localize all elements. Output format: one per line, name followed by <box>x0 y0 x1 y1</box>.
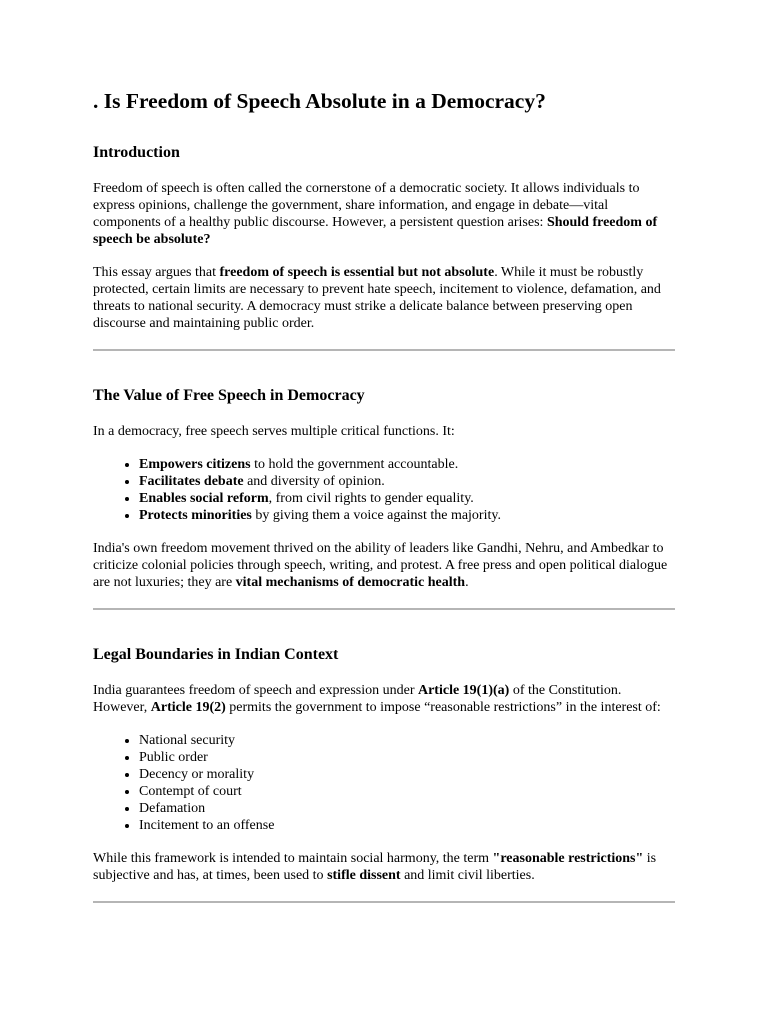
section-divider <box>93 608 675 610</box>
section-divider <box>93 349 675 351</box>
key-question: Should freedom of speech be absolute? <box>93 215 658 247</box>
legal-paragraph-1: India guarantees freedom of speech and expression under Article 19(1)(a) of the Constitution. However, Article 19(2) permits the government to impose “reasonable restrictions” in the interest of: <box>93 683 661 715</box>
list-item: • Contempt of court <box>139 783 675 800</box>
list-item: • Empowers citizens to hold the government accountable. <box>139 456 675 473</box>
section-heading-legal: Legal Boundaries in Indian Context <box>93 646 339 663</box>
list-item: • Facilitates debate and diversity of opinion. <box>139 473 675 490</box>
list-item: • National security <box>139 732 675 749</box>
list-item: • Decency or morality <box>139 766 675 783</box>
list-item: • Protects minorities by giving them a voice against the majority. <box>139 507 675 524</box>
document-title: . Is Freedom of Speech Absolute in a Democracy? <box>93 89 546 113</box>
section-heading-introduction: Introduction <box>93 144 180 161</box>
intro-paragraph-1: Freedom of speech is often called the cornerstone of a democratic society. It allows individuals to express opinions, challenge the government, share information, and engage in debate—vital components of a healthy public discourse. However, a persistent question arises: Should freedom of speech be absolute? <box>93 181 658 247</box>
list-item: • Public order <box>139 749 675 766</box>
section-heading-value: The Value of Free Speech in Democracy <box>93 387 365 404</box>
value-lead-paragraph: In a democracy, free speech serves multiple critical functions. It: <box>93 424 455 439</box>
list-item: • Defamation <box>139 800 675 817</box>
section-divider <box>93 901 675 903</box>
list-item: • Incitement to an offense <box>139 817 675 834</box>
document-body <box>93 86 675 937</box>
list-item: • Enables social reform, from civil rights to gender equality. <box>139 490 675 507</box>
intro-paragraph-2: This essay argues that freedom of speech is essential but not absolute. While it must be robustly protected, certain limits are necessary to prevent hate speech, incitement to violence, defamation, and threats to national security. A democracy must strike a delicate balance between preserving open discourse and maintaining public order. <box>93 265 661 331</box>
legal-closing-paragraph: While this framework is intended to maintain social harmony, the term "reasonable restrictions" is subjective and has, at times, been used to stifle dissent and limit civil liberties. <box>93 851 657 883</box>
value-list <box>93 456 675 524</box>
restrictions-list <box>93 732 675 834</box>
value-closing-paragraph: India's own freedom movement thrived on the ability of leaders like Gandhi, Nehru, and Ambedkar to criticize colonial policies through speech, writing, and protest. A free press and open political dialogue are not luxuries; they are vital mechanisms of democratic health. <box>93 541 668 590</box>
